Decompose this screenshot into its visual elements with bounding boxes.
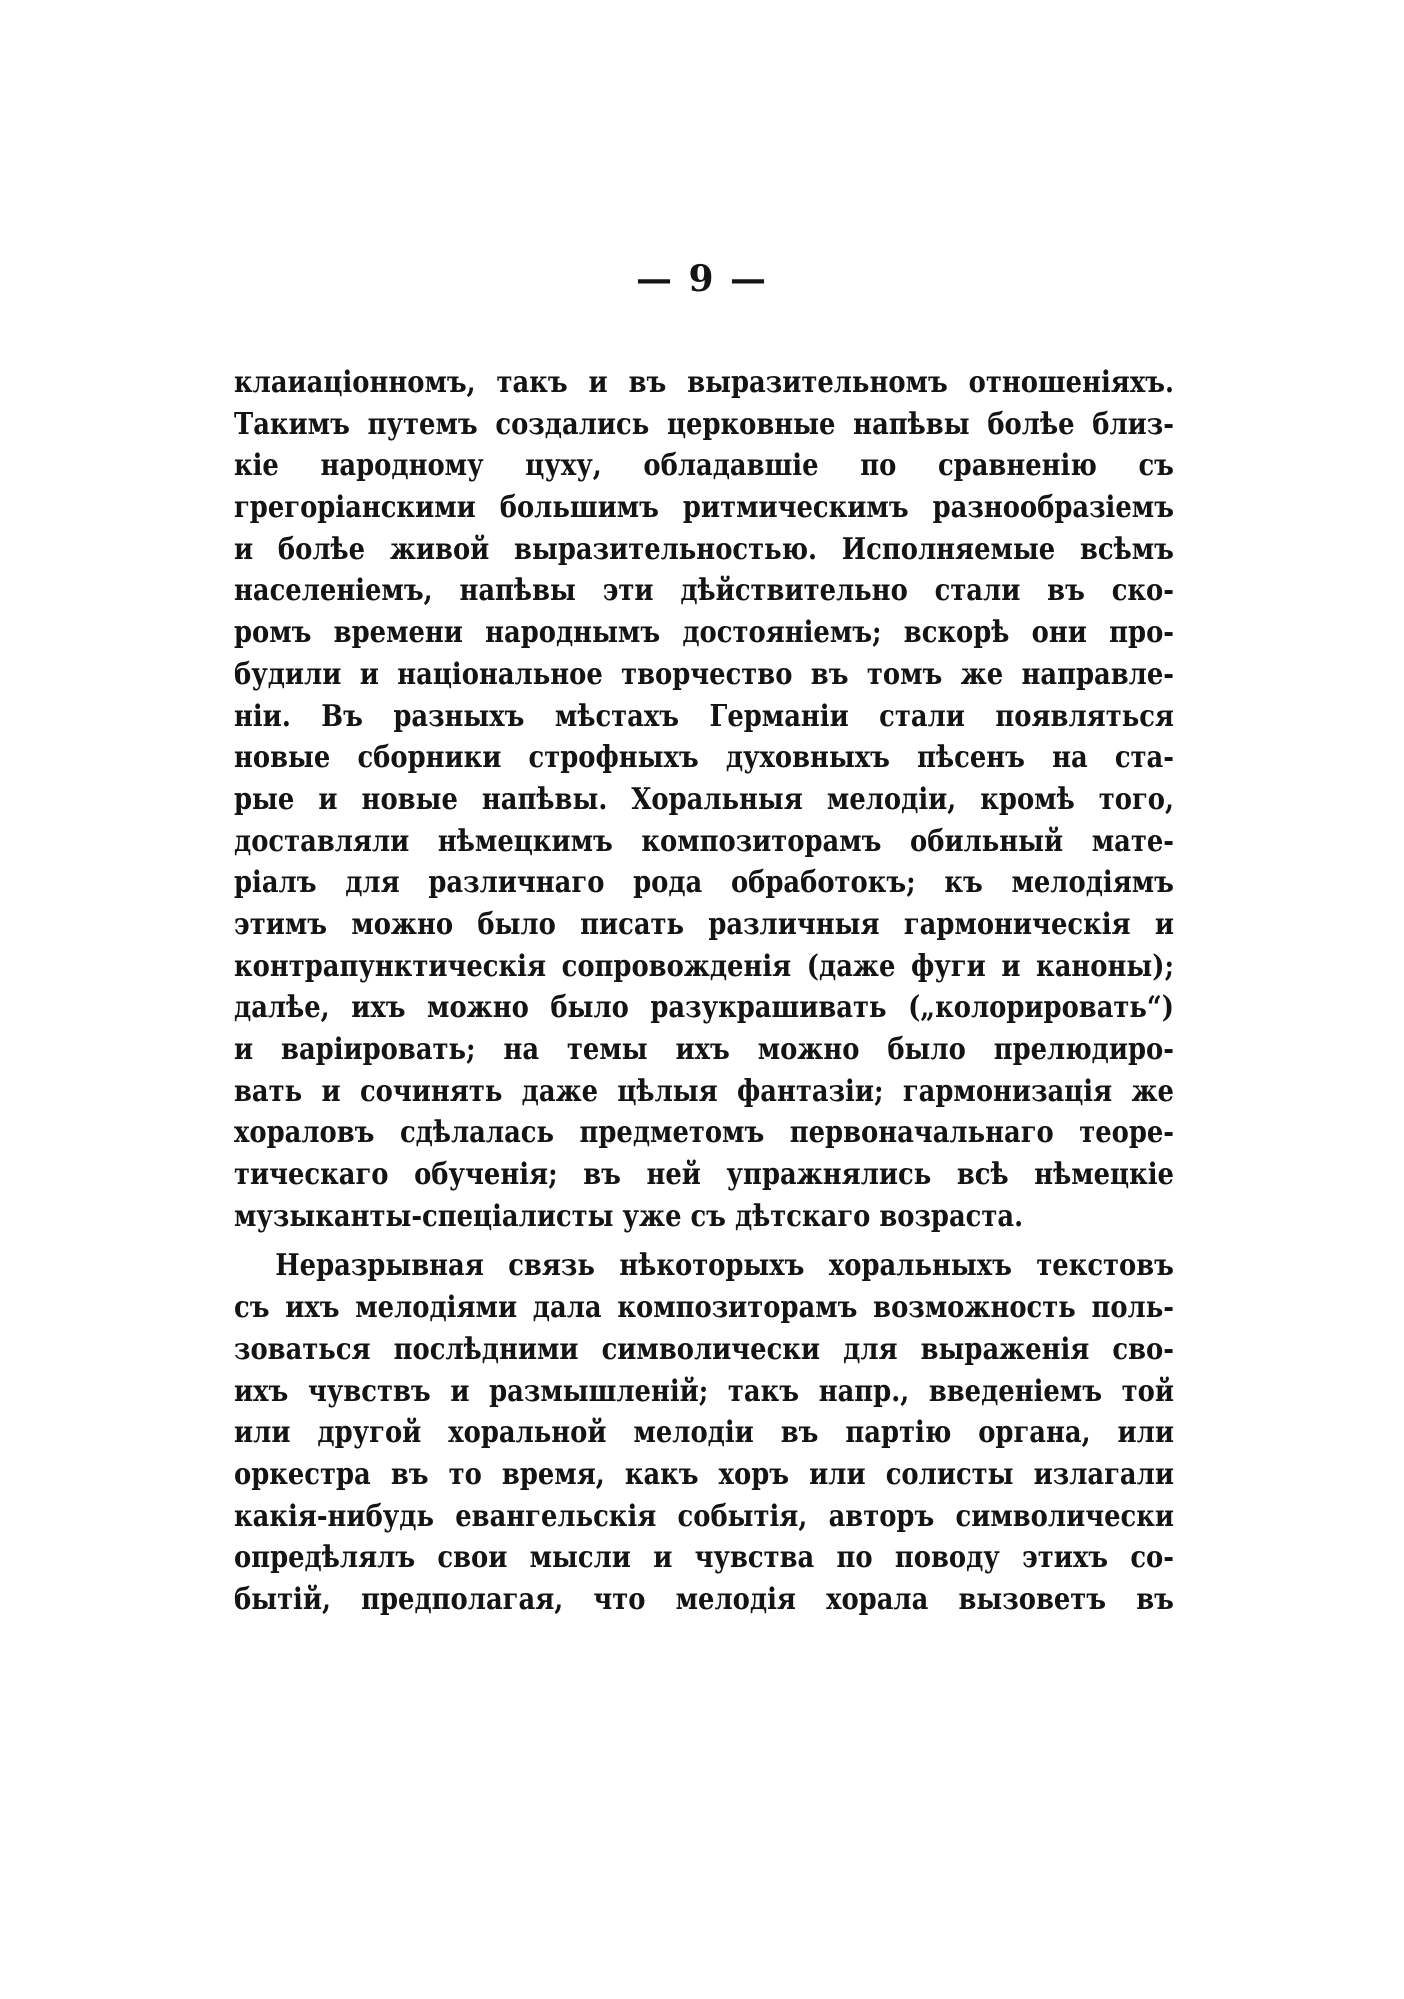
text-line: ріалъ для различнаго рода обработокъ; къ мелодіямъ [234, 865, 1174, 901]
text-line: новые сборники строфныхъ духовныхъ пѣсенъ на ста- [234, 740, 1174, 776]
text-line: или другой хоральной мелодіи въ партію органа, или [234, 1415, 1174, 1451]
paragraph-gap [234, 1237, 1174, 1245]
text-line: тическаго обученія; въ ней упражнялись всѣ нѣмецкіе [234, 1157, 1174, 1193]
text-line: клаиаціонномъ, такъ и въ выразительномъ отношеніяхъ. [234, 365, 1174, 400]
text-line: Неразрывная связь нѣкоторыхъ хоральныхъ текстовъ [275, 1248, 1174, 1284]
body-text [234, 362, 1174, 1621]
text-line: и варіировать; на темы ихъ можно было прелюдиро- [234, 1032, 1174, 1067]
text-line: хораловъ сдѣлалась предметомъ первоначальнаго теоре- [234, 1115, 1174, 1151]
text-line: какія-нибудь евангельскія событія, авторъ символически [234, 1498, 1174, 1534]
paragraph-1 [234, 362, 1174, 1237]
text-line: контрапунктическія сопровожденія (даже фуги и каноны); [234, 948, 1174, 984]
text-line: и болѣе живой выразительностью. Исполняемые всѣмъ [234, 531, 1174, 567]
text-line: доставляли нѣмецкимъ композиторамъ обильный мате- [234, 823, 1174, 859]
text-line: оркестра въ то время, какъ хоръ или солисты излагали [234, 1456, 1174, 1492]
text-line: рые и новые напѣвы. Хоральныя мелодіи, кромѣ того, [234, 781, 1174, 817]
text-line: бытій, предполагая, что мелодія хорала вызоветъ въ [234, 1581, 1174, 1617]
text-line: музыканты-спеціалисты уже съ дѣтскаго возраста. [234, 1198, 1024, 1234]
text-line: этимъ можно было писать различныя гармоническія и [234, 906, 1174, 942]
paragraph-2 [234, 1245, 1174, 1620]
page-number: — 9 — [635, 258, 769, 300]
text-line: зоваться послѣдними символически для выраженія сво- [234, 1331, 1174, 1367]
text-line: съ ихъ мелодіями дала композиторамъ возможность поль- [234, 1290, 1174, 1326]
text-line: вать и сочинять даже цѣлыя фантазіи; гармонизація же [234, 1073, 1174, 1109]
text-line: ромъ времени народнымъ достояніемъ; вскорѣ они про- [234, 615, 1174, 651]
text-line: будили и національное творчество въ томъ же направле- [234, 656, 1174, 692]
text-line: далѣе, ихъ можно было разукрашивать („колорировать“) [234, 990, 1174, 1026]
text-line: грегоріанскими большимъ ритмическимъ разнообразіемъ [234, 490, 1174, 526]
text-line: кіе народному цуху, обладавшіе по сравненію съ [234, 448, 1174, 484]
text-line: ихъ чувствъ и размышленій; такъ напр., введеніемъ той [234, 1373, 1174, 1409]
text-line: населеніемъ, напѣвы эти дѣйствительно стали въ ско- [234, 573, 1174, 609]
text-line: опредѣлялъ свои мысли и чувства по поводу этихъ со- [234, 1540, 1174, 1576]
text-line: Такимъ путемъ создались церковные напѣвы болѣе близ- [234, 406, 1174, 442]
text-line: ніи. Въ разныхъ мѣстахъ Германіи стали появляться [234, 698, 1174, 734]
